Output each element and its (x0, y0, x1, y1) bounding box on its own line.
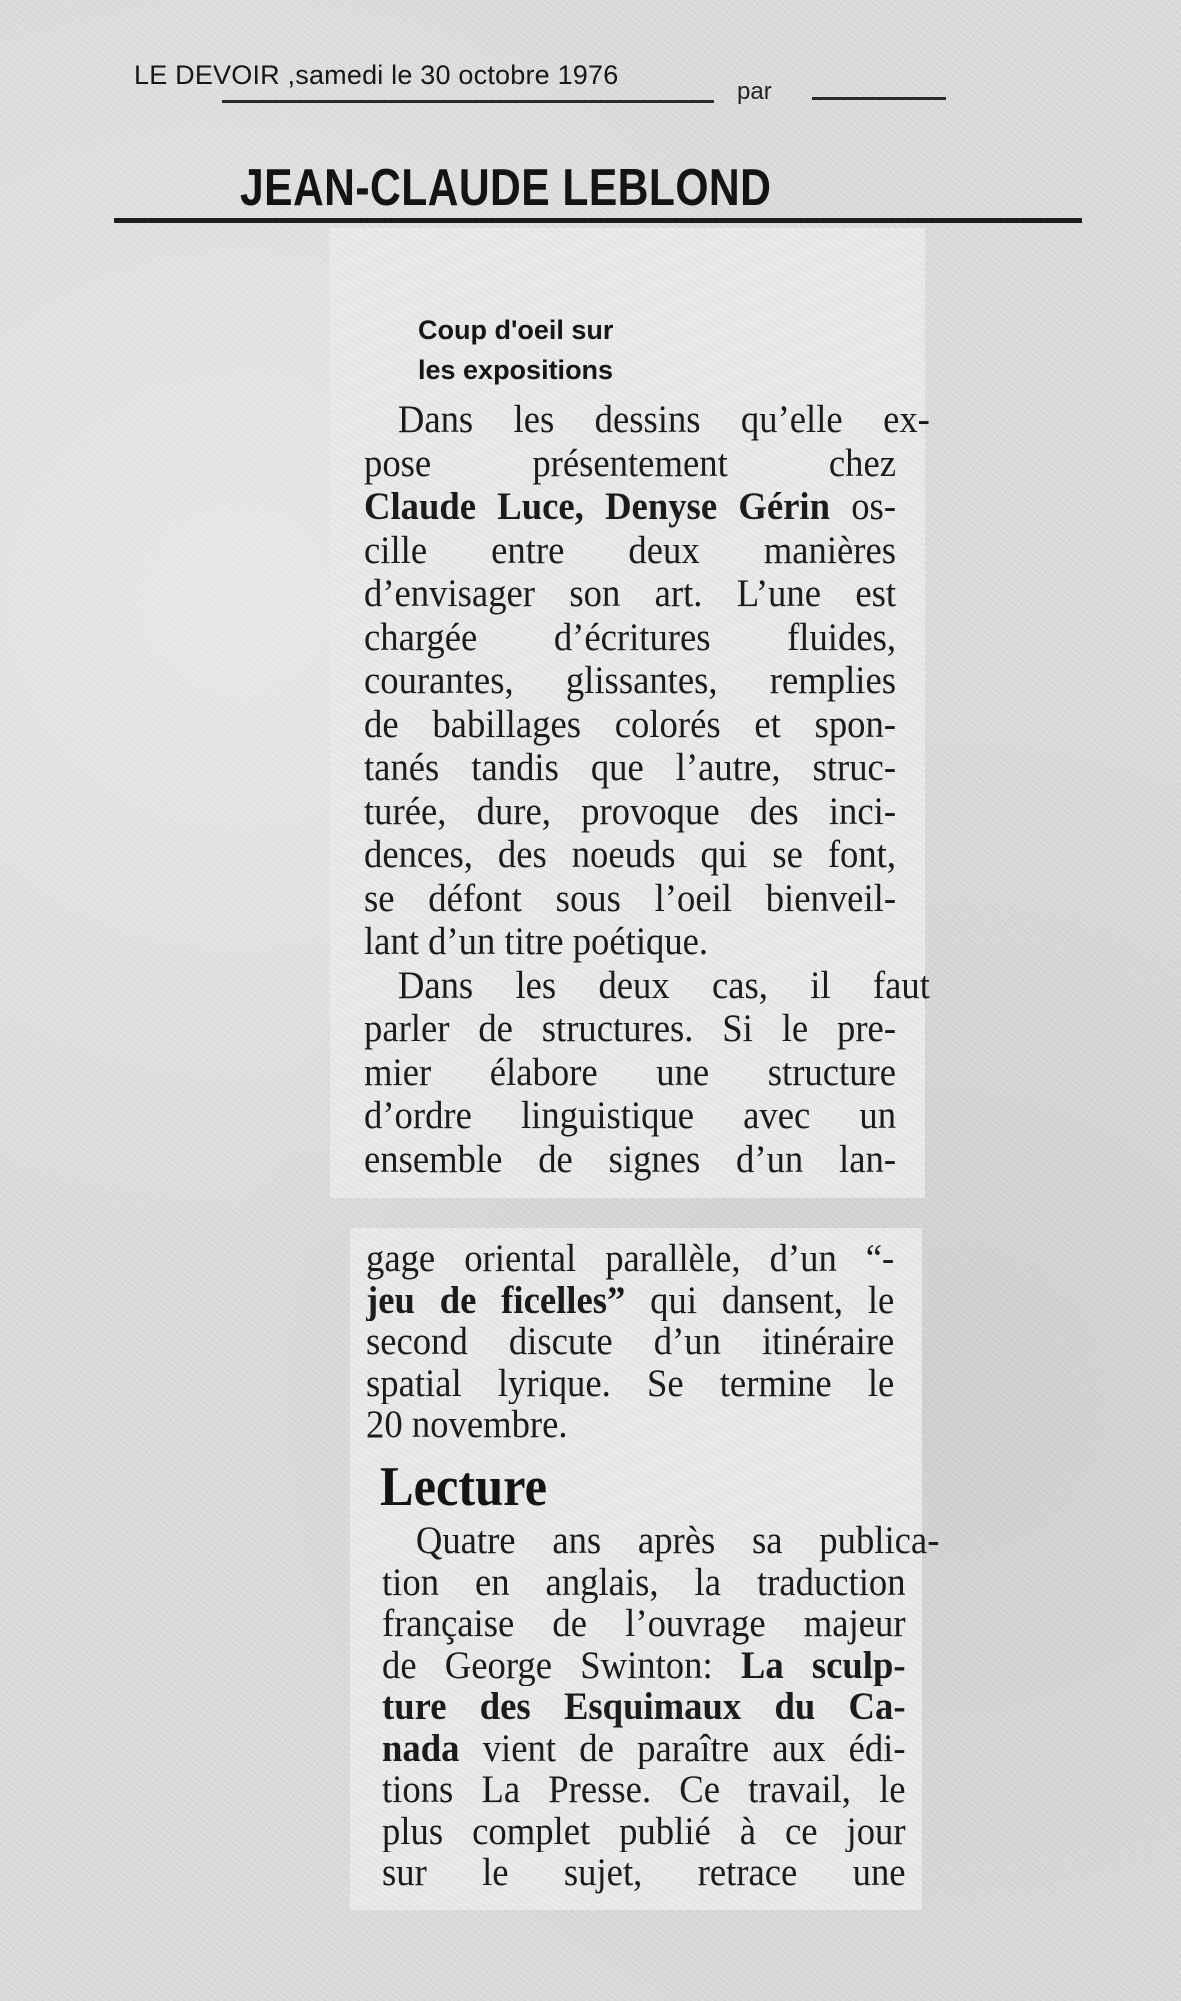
publication-dateline: LE DEVOIR ,samedi le 30 octobre 1976 (134, 60, 619, 90)
text-line: nada vient de paraître aux édi- (382, 1727, 906, 1769)
text-line: dences, des noeuds qui se font, (364, 833, 897, 876)
text-line: se défont sous l’oeil bienveil- (364, 876, 897, 920)
section-heading-lecture: Lecture (380, 1456, 548, 1518)
text-line: de George Swinton: La sculp- (382, 1644, 906, 1686)
text-line: française de l’ouvrage majeur (382, 1603, 906, 1645)
text-line: parler de structures. Si le pre- (364, 1007, 897, 1050)
text-line: courantes, glissantes, remplies (364, 659, 897, 702)
text-line: gage oriental parallèle, d’un “- (366, 1238, 895, 1280)
article-column-3 (382, 1520, 940, 1894)
text-line: tanés tandis que l’autre, struc- (364, 746, 897, 789)
text-line: Dans les deux cas, il faut (397, 963, 930, 1007)
text-line: plus complet publié à ce jour (382, 1810, 906, 1852)
text-line: tion en anglais, la traduction (382, 1561, 906, 1603)
article-column-1 (364, 398, 930, 1181)
text-line: sur le sujet, retrace une (382, 1852, 906, 1894)
text-line: chargée d’écritures fluides, (364, 615, 897, 659)
article-subtitle (418, 310, 613, 390)
author-rule (114, 218, 1082, 223)
text-line: d’ordre linguistique avec un (364, 1094, 897, 1137)
text-line: Quatre ans après sa publica- (415, 1520, 940, 1562)
author-name: JEAN-CLAUDE LEBLOND (240, 159, 772, 217)
paragraph-2-continued (366, 1238, 894, 1446)
text-line: d’envisager son art. L’une est (364, 572, 897, 615)
text-line: jeu de ficelles” qui dansent, le (366, 1279, 895, 1321)
text-line: tions La Presse. Ce travail, le (382, 1769, 906, 1811)
text-line: second discute d’un itinéraire (366, 1321, 895, 1363)
text-line: ture des Esquimaux du Ca- (382, 1686, 906, 1728)
text-line: ensemble de signes d’un lan- (364, 1137, 897, 1181)
text-line: turée, dure, provoque des inci- (364, 789, 897, 833)
subtitle-line-2: les expositions (418, 355, 614, 385)
text-line: Claude Luce, Denyse Gérin os- (364, 485, 897, 528)
byline-par: par (737, 78, 772, 105)
paragraph-lecture (382, 1520, 940, 1894)
paragraph-1 (364, 398, 930, 964)
byline-rule (812, 97, 946, 100)
text-line: pose présentement chez (364, 441, 897, 485)
text-line: 20 novembre. (366, 1404, 568, 1446)
subtitle-line-1: Coup d'oeil sur (418, 315, 614, 345)
text-line: mier élabore une structure (364, 1050, 897, 1094)
paragraph-2 (364, 963, 930, 1182)
text-line: lant d’un titre poétique. (364, 920, 709, 963)
text-line: Dans les dessins qu’elle ex- (397, 398, 930, 441)
text-line: spatial lyrique. Se termine le (366, 1362, 895, 1404)
header-rule (222, 100, 714, 103)
text-line: de babillages colorés et spon- (364, 702, 897, 746)
article-column-2 (366, 1238, 894, 1446)
text-line: cille entre deux manières (364, 528, 897, 572)
